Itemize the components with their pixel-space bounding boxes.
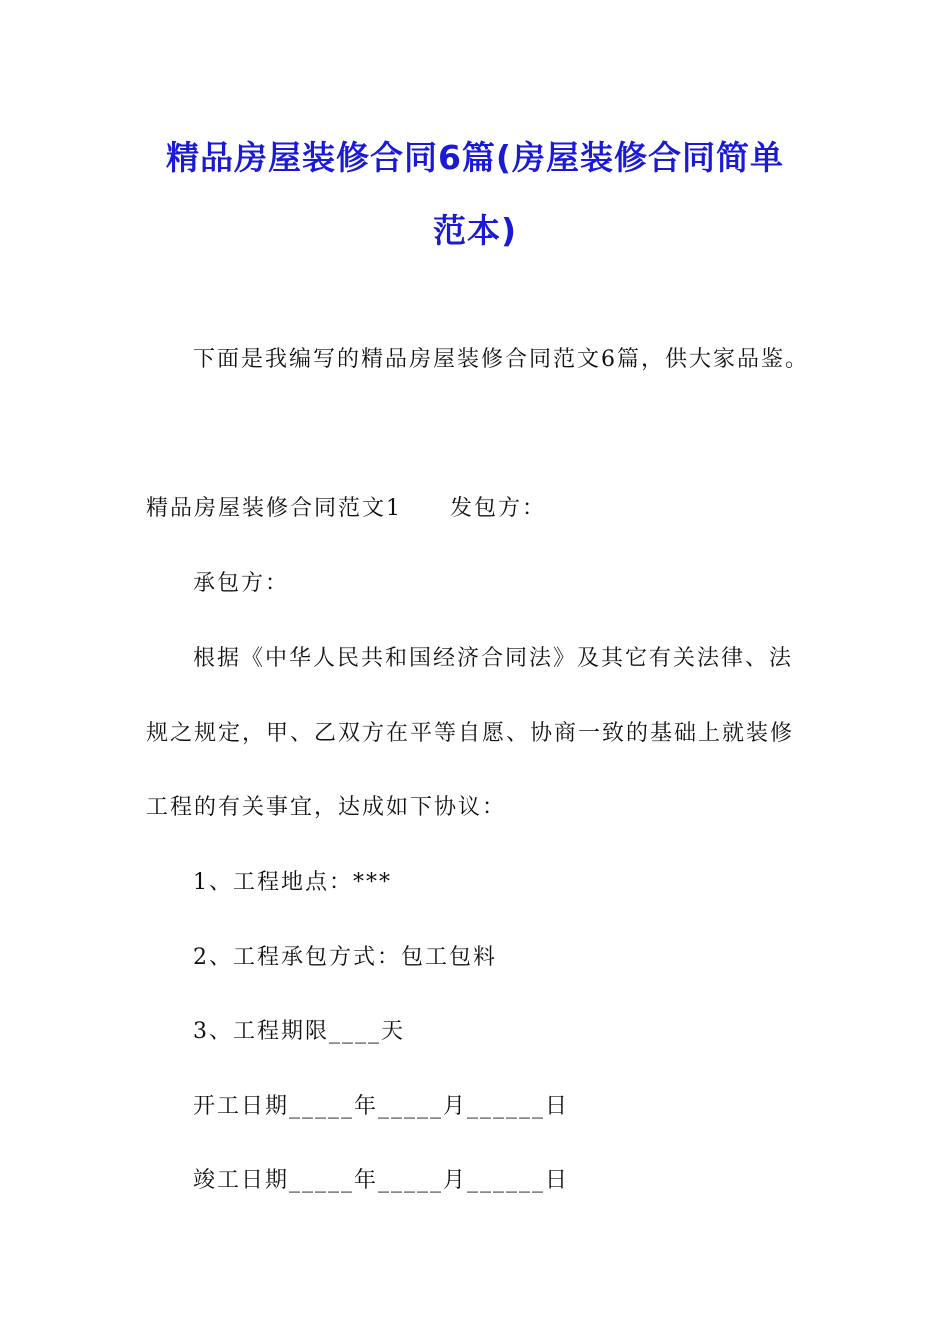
- section-heading: 精品房屋装修合同范文1: [146, 496, 402, 521]
- list-item: 3、工程期限____天: [193, 1019, 405, 1044]
- paragraph-line: 根据《中华人民共和国经济合同法》及其它有关法律、法: [193, 646, 794, 671]
- section-heading-row: [146, 494, 546, 524]
- paragraph-line: 规之规定，甲、乙双方在平等自愿、协商一致的基础上就装修: [146, 721, 795, 746]
- list-item: 1、工程地点：***: [193, 870, 392, 895]
- paragraph-line: 工程的有关事宜，达成如下协议：: [146, 795, 507, 820]
- list-item: 2、工程承包方式：包工包料: [193, 945, 497, 970]
- document-title-line-1: 精品房屋装修合同6篇(房屋装修合同简单: [165, 138, 785, 177]
- intro-paragraph: 下面是我编写的精品房屋装修合同范文6篇，供大家品鉴。: [193, 347, 809, 372]
- party-a-label: 发包方：: [450, 496, 547, 521]
- start-date-line: 开工日期_____年_____月______日: [193, 1094, 570, 1119]
- end-date-line: 竣工日期_____年_____月______日: [193, 1168, 570, 1193]
- party-b-label: 承包方：: [193, 571, 290, 596]
- document-title-line-2: 范本): [432, 211, 518, 250]
